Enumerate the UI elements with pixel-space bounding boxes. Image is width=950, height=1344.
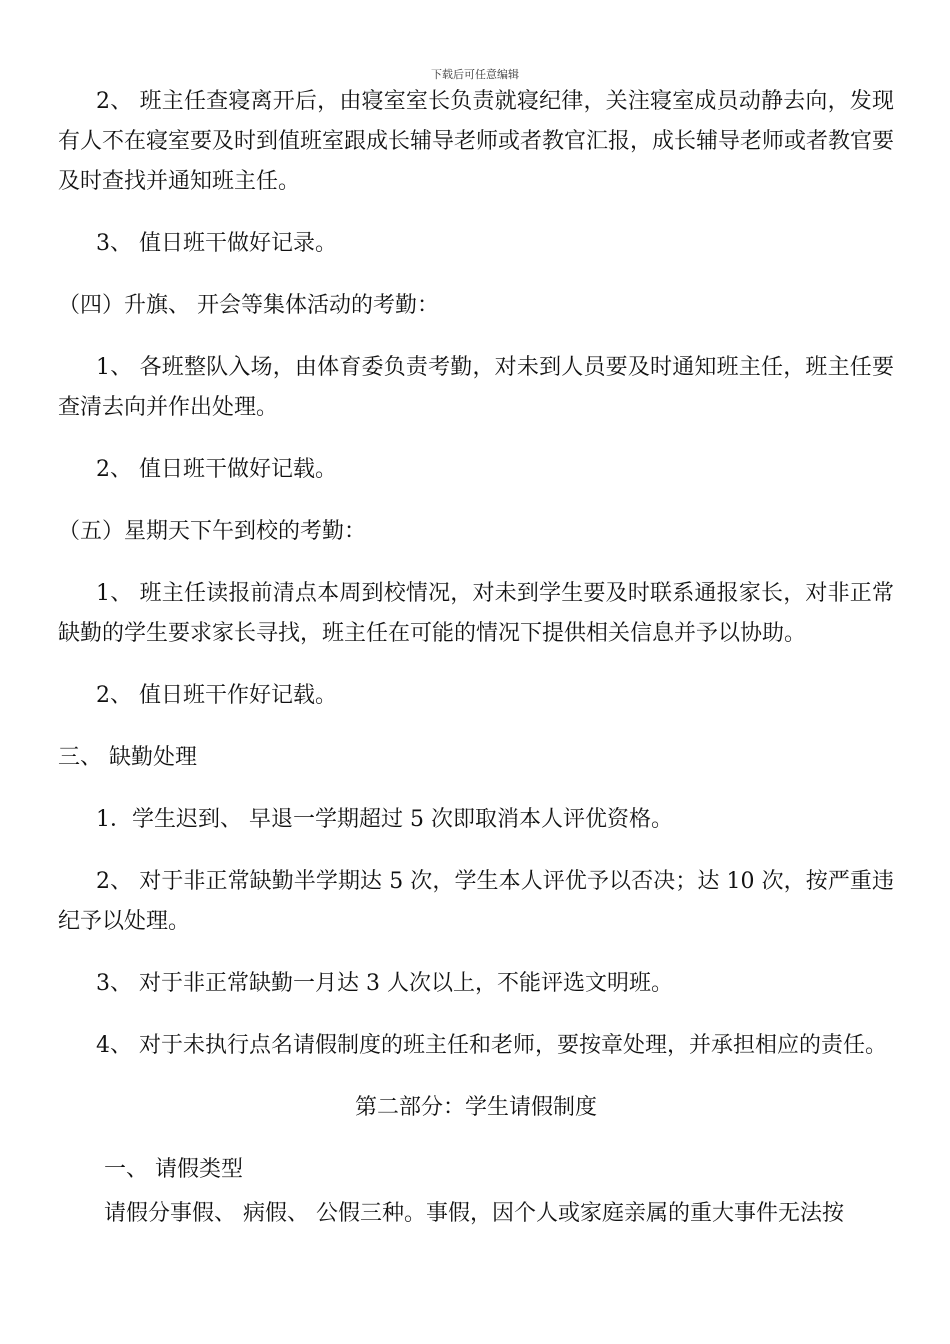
header-note: 下载后可任意编辑 bbox=[431, 68, 519, 81]
paragraph-dorm-check: 2、 班主任查寝离开后，由寝室室长负责就寝纪律，关注寝室成员动静去向，发现有人不在寝室要及时到值班室跟成长辅导老师或者教官汇报，成长辅导老师或者教官要及时查找并通知班主任。 bbox=[58, 89, 895, 194]
paragraph-class-assembly: 1、 各班整队入场，由体育委负责考勤，对未到人员要及时通知班主任，班主任要查清去向并作出处理。 bbox=[58, 355, 894, 420]
document-body bbox=[58, 82, 894, 1234]
section-heading-leave-types: 一、 请假类型 bbox=[104, 1157, 243, 1182]
paragraph-class-rule: 3、 对于非正常缺勤一月达 3 人次以上，不能评选文明班。 bbox=[96, 971, 673, 996]
paragraph-teacher-rule: 4、 对于未执行点名请假制度的班主任和老师，要按章处理，并承担相应的责任。 bbox=[96, 1033, 887, 1058]
paragraph-sunday-check: 1、 班主任读报前清点本周到校情况，对未到学生要及时联系通报家长，对非正常缺勤的学生要求家长寻找，班主任在可能的情况下提供相关信息并予以协助。 bbox=[58, 581, 894, 646]
paragraph-duty-note-2: 2、 值日班干作好记载。 bbox=[96, 683, 337, 708]
section-heading-flag-ceremony: （四）升旗、 开会等集体活动的考勤： bbox=[58, 293, 439, 318]
section-heading-absence-handling: 三、 缺勤处理 bbox=[58, 745, 197, 770]
section-heading-sunday-arrival: （五）星期天下午到校的考勤： bbox=[58, 519, 367, 544]
paragraph-leave-types: 请假分事假、 病假、 公假三种。事假，因个人或家庭亲属的重大事件无法按 bbox=[104, 1201, 844, 1226]
paragraph-absence-rule: 2、 对于非正常缺勤半学期达 5 次，学生本人评优予以否决；达 10 次，按严重违纪予以处理。 bbox=[58, 869, 894, 934]
part-title-leave-system: 第二部分：学生请假制度 bbox=[354, 1095, 597, 1120]
paragraph-late-rule: 1．学生迟到、 早退一学期超过 5 次即取消本人评优资格。 bbox=[96, 807, 673, 832]
paragraph-duty-record: 3、 值日班干做好记录。 bbox=[96, 231, 337, 256]
paragraph-duty-note: 2、 值日班干做好记载。 bbox=[96, 457, 337, 482]
